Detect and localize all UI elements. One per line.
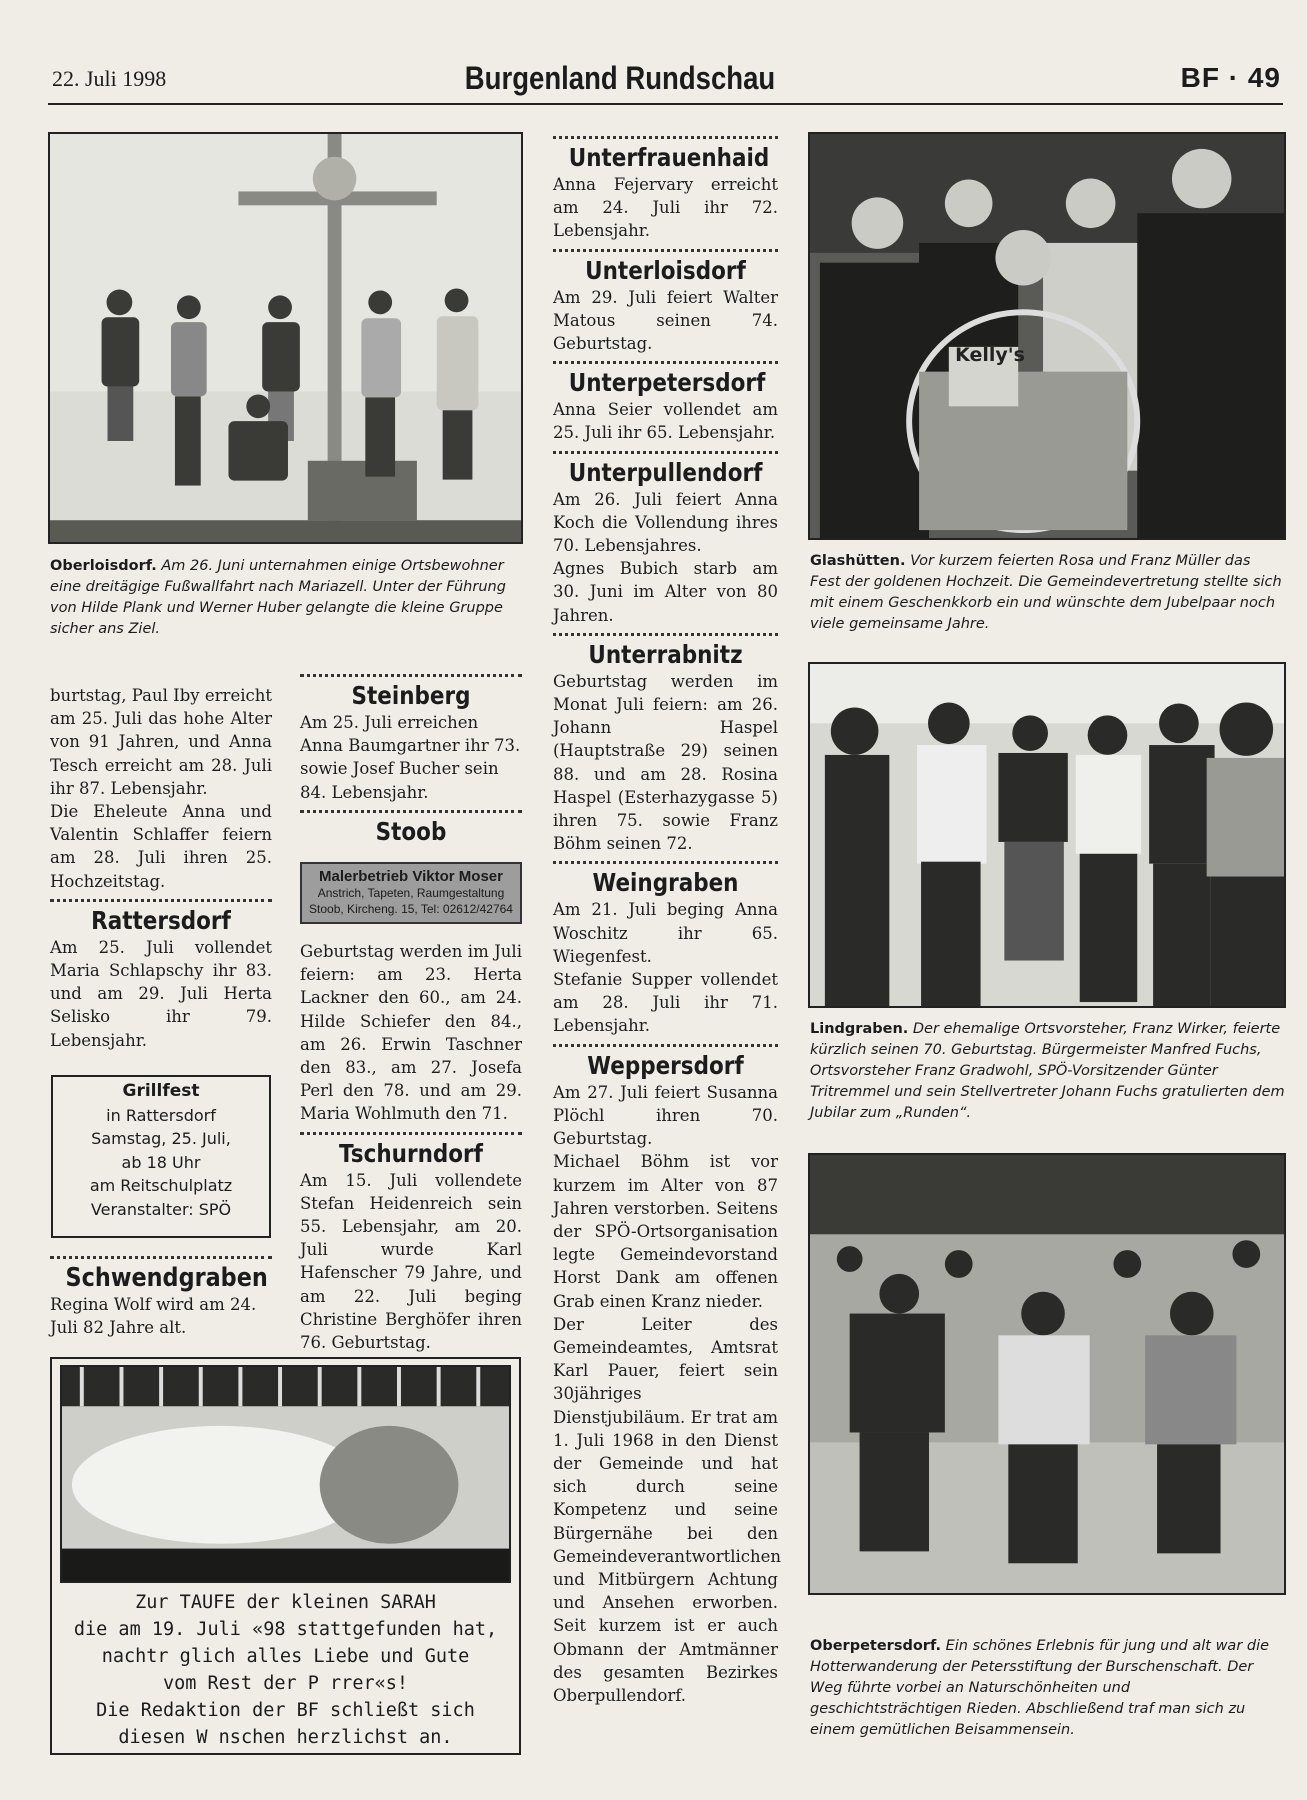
section-divider xyxy=(553,361,778,364)
heading-schwendgraben: Schwendgraben xyxy=(65,1263,268,1293)
article-paragraph: Die Eheleute Anna und Valentin Schlaffer feiern am 28. Juli ihren 25. Hochzeitstag. xyxy=(50,802,272,891)
column-1 xyxy=(50,684,272,1052)
heading-unterpetersdorf: Unterpetersdorf xyxy=(568,368,766,398)
taufe-line: die am 19. Juli «98 stattgefunden hat, xyxy=(73,1619,498,1640)
section-divider xyxy=(553,1044,778,1047)
heading-stoob: Stoob xyxy=(375,816,447,846)
ad-address: Stoob, Kircheng. 15, Tel: 02612/42764 xyxy=(309,902,513,916)
taufe-line: vom Rest der P rrer«s! xyxy=(162,1673,409,1694)
heading-unterloisdorf: Unterloisdorf xyxy=(585,255,746,285)
article-rattersdorf: Am 25. Juli vollendet Maria Schlapschy ihr 83. und am 29. Juli Herta Selisko ihr 79. Lebensjahr. xyxy=(50,937,272,1050)
taufe-announcement xyxy=(50,1357,521,1755)
grillfest-line: Veranstalter: SPÖ xyxy=(90,1199,232,1219)
ad-name: Malerbetrieb Viktor Moser xyxy=(319,868,503,885)
caption-place: Oberloisdorf. xyxy=(50,558,157,574)
article-weingraben: Am 21. Juli beging Anna Woschitz ihr 65. Wiegenfest. xyxy=(553,900,778,966)
photo-glashuetten xyxy=(808,132,1286,540)
heading-unterpullendorf: Unterpullendorf xyxy=(568,457,763,487)
taufe-line: Die Redaktion der BF schließt sich xyxy=(96,1700,475,1721)
article-unterloisdorf: Am 29. Juli feiert Walter Matous seinen 74. Geburtstag. xyxy=(553,287,778,354)
section-divider xyxy=(553,451,778,454)
column-2-lower xyxy=(300,940,522,1354)
heading-tschurndorf: Tschurndorf xyxy=(339,1138,483,1168)
ad-services: Anstrich, Tapeten, Raumgestaltung xyxy=(317,886,505,900)
article-continued: burtstag, Paul Iby erreicht am 25. Juli das hohe Alter von 91 Jahren, und Anna Tesch erreicht am 28. Juli ihr 87. Lebensjahr. xyxy=(50,686,272,798)
caption-text: Ein schönes Erlebnis für jung und alt war die Hotterwanderung der Petersstiftung der Burschenschaft. Der Weg führte vorbei an Naturschönheiten und geschichtsträchtigen Rieden. Abschließend traf man sich zu einem gemütlichen Beisammensein. xyxy=(810,1638,1270,1738)
heading-unterrabnitz: Unterrabnitz xyxy=(588,639,743,669)
article-weppersdorf-3: Der Leiter des Gemeindeamtes, Amtsrat Karl Pauer, feiert sein 30jähriges Dienstjubiläum. Er trat am 1. Juli 1968 in den Dienst der Gemeinde und hat sich durch seine Kompetenz und seine Bürgernähe bei den Gemeindeverantwortlichen und Mitbürgern Achtung und Ansehen erworben. Seit kurzem ist er auch Obmann der Amtmänner des gesamten Bezirkes Oberpullendorf. xyxy=(553,1314,782,1705)
section-divider xyxy=(553,633,778,636)
heading-unterfrauenhaid: Unterfrauenhaid xyxy=(568,143,770,172)
caption-oberpetersdorf xyxy=(810,1636,1285,1741)
grillfest-line: in Rattersdorf xyxy=(106,1105,216,1125)
caption-text: Der ehemalige Ortsvorsteher, Franz Wirker, feierte kürzlich seinen 70. Geburtstag. Bürgermeister Manfred Fuchs, Ortsvorsteher Franz Gradwohl, SPÖ-Vorsitzender Günter Tritremmel und sein Stellvertreter Johann Fuchs gratulierten dem Jubilar zum „Runden“. xyxy=(810,1021,1285,1121)
article-steinberg: Am 25. Juli erreichen Anna Baumgartner ihr 73. sowie Josef Bucher sein 84. Lebensjahr. xyxy=(300,713,521,802)
caption-place: Oberpetersdorf. xyxy=(810,1638,941,1654)
section-divider xyxy=(50,899,272,902)
article-unterrabnitz: Geburtstag werden im Monat Juli feiern: am 26. Johann Haspel (Hauptstraße 29) seinen 88. und am 28. Rosina Haspel (Esterhazygasse 5) ihren 75. sowie Franz Böhm seinen 72. xyxy=(553,671,778,854)
caption-text: Vor kurzem feierten Rosa und Franz Müller das Fest der goldenen Hochzeit. Die Gemeindevertretung stellte sich mit einem Geschenkkorb ein und wünschte dem Jubelpaar noch viele gemeinsame Jahre. xyxy=(810,553,1282,632)
caption-text: Am 26. Juni unternahmen einige Ortsbewohner eine dreitägige Fußwallfahrt nach Mariazell. Unter der Führung von Hilde Plank und Werner Huber gelangte die kleine Gruppe sicher ans Ziel. xyxy=(50,558,506,637)
heading-rattersdorf: Rattersdorf xyxy=(91,905,231,935)
caption-oberloisdorf xyxy=(50,556,520,640)
grillfest-line: ab 18 Uhr xyxy=(121,1152,201,1172)
photo-lindgraben xyxy=(808,662,1286,1008)
section-divider xyxy=(553,136,778,139)
heading-steinberg: Steinberg xyxy=(351,681,471,710)
page-number: BF · 49 xyxy=(1180,62,1281,93)
taufe-text xyxy=(52,1589,519,1751)
grillfest-line: Samstag, 25. Juli, xyxy=(91,1129,231,1148)
article-weingraben-2: Stefanie Supper vollendet am 28. Juli ihr 71. Lebensjahr. xyxy=(553,970,778,1036)
newspaper-title: Burgenland Rundschau xyxy=(464,60,776,96)
column-2 xyxy=(300,668,522,847)
article-schwendgraben: Regina Wolf wird am 24. Juli 82 Jahre alt. xyxy=(50,1295,257,1338)
grillfest-box xyxy=(51,1075,271,1238)
article-unterfrauenhaid: Anna Fejervary erreicht am 24. Juli ihr 72. Lebensjahr. xyxy=(553,175,778,241)
photo-oberpetersdorf xyxy=(808,1153,1286,1595)
header-rule xyxy=(48,103,1283,105)
taufe-line: Zur TAUFE der kleinen SARAH xyxy=(135,1592,436,1613)
section-divider xyxy=(50,1256,272,1259)
caption-glashuetten xyxy=(810,551,1285,635)
column-1-bottom xyxy=(50,1250,272,1339)
article-stoob: Geburtstag werden im Juli feiern: am 23. Herta Lackner den 60., am 24. Hilde Schiefer den 84., am 26. Erwin Taschner den 83., am 27. Josefa Perl den 78. und am 29. Maria Wohlmuth den 71. xyxy=(300,942,522,1124)
issue-date: 22. Juli 1998 xyxy=(52,66,167,91)
photo-oberloisdorf xyxy=(48,132,523,544)
taufe-line: nachtr glich alles Liebe und Gute xyxy=(101,1646,470,1667)
section-divider xyxy=(553,249,778,252)
section-divider xyxy=(553,861,778,864)
article-tschurndorf: Am 15. Juli vollendete Stefan Heidenreich sein 55. Lebensjahr, am 20. Juli wurde Karl Hafenscher 79 Jahre, und am 22. Juli beging Christine Berghöfer ihren 76. Geburtstag. xyxy=(300,1170,522,1353)
caption-lindgraben xyxy=(810,1019,1285,1124)
photo-baby xyxy=(60,1365,511,1583)
article-weppersdorf-2: Michael Böhm ist vor kurzem im Alter von 87 Jahren verstorben. Seitens der SPÖ-Ortsorganisation legte Gemeindevorstand Horst Dank am offenen Grab einen Kranz nieder. xyxy=(553,1152,778,1311)
caption-place: Lindgraben. xyxy=(810,1021,909,1037)
article-unterpullendorf-2: Agnes Bubich starb am 30. Juni im Alter von 80 Jahren. xyxy=(553,559,778,625)
heading-weingraben: Weingraben xyxy=(592,868,739,898)
section-divider xyxy=(300,674,522,677)
basket-sign: Kelly's xyxy=(955,344,1025,366)
article-unterpullendorf: Am 26. Juli feiert Anna Koch die Vollendung ihres 70. Lebensjahres. xyxy=(553,489,778,556)
taufe-line: diesen W nschen herzlichst an. xyxy=(118,1727,453,1748)
caption-place: Glashütten. xyxy=(810,553,906,569)
section-divider xyxy=(300,1132,522,1135)
heading-weppersdorf: Weppersdorf xyxy=(587,1050,744,1080)
section-divider xyxy=(300,810,522,813)
article-unterpetersdorf: Anna Seier vollendet am 25. Juli ihr 65. Lebensjahr. xyxy=(553,400,778,443)
article-weppersdorf: Am 27. Juli feiert Susanna Plöchl ihren 70. Geburtstag. xyxy=(553,1082,778,1149)
ad-malerbetrieb xyxy=(300,862,522,924)
column-3 xyxy=(553,130,782,1707)
grillfest-title: Grillfest xyxy=(122,1081,200,1101)
grillfest-line: am Reitschulplatz xyxy=(89,1176,233,1195)
